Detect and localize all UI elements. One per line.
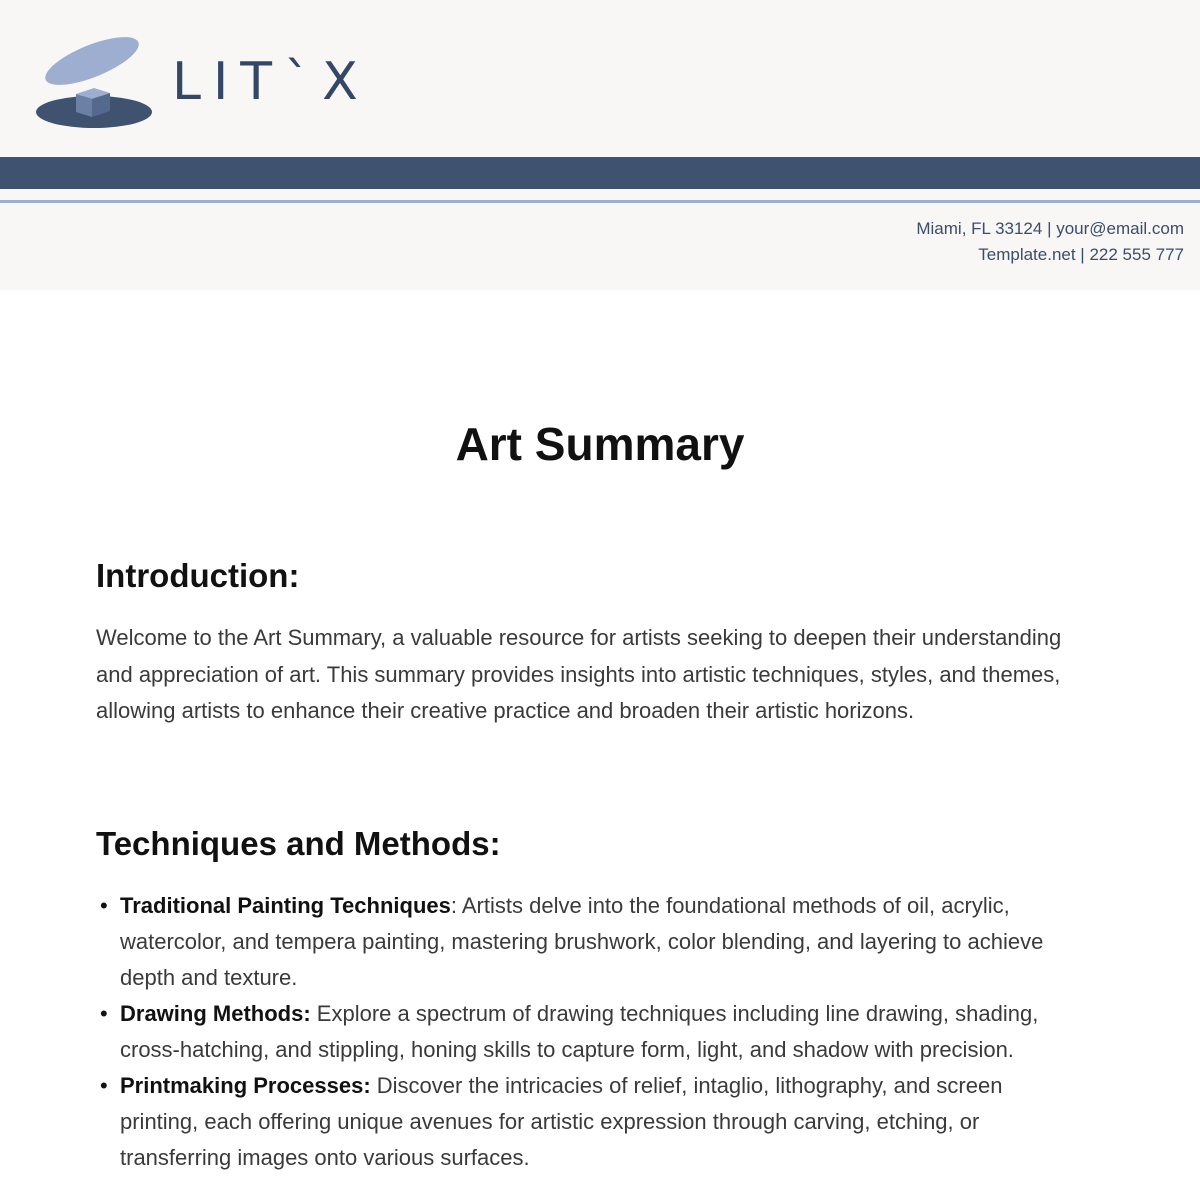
contact-line-address-email: Miami, FL 33124 | your@email.com [916,219,1184,238]
introduction-heading: Introduction: [96,557,300,594]
list-item-text: Explore a spectrum of drawing techniques including line drawing, shading, cross-hatching, and stippling, honing skills to capture form, light, and shadow with precision. [120,1001,1039,1062]
hat-with-cube-logo-icon [36,28,160,132]
company-logo-text: LIT`X [172,52,370,112]
bullet-icon: • [100,893,108,918]
list-item [96,1068,1086,1176]
letterhead-header [0,0,1200,290]
introduction-paragraph: Welcome to the Art Summary, a valuable resource for artists seeking to deepen their understanding and appreciation of art. This summary provides insights into artistic techniques, styles, and themes, allowing artists to enhance their creative practice and broaden their artistic horizons. [96,625,1062,723]
list-item-term: Drawing Methods: [120,1001,311,1026]
bullet-icon: • [100,1073,108,1098]
document-title: Art Summary [455,418,745,470]
contact-info [916,216,1184,268]
header-band [0,157,1200,189]
techniques-heading: Techniques and Methods: [96,825,501,862]
list-item-text: : Artists delve into the foundational methods of oil, acrylic, watercolor, and tempera painting, mastering brushwork, color blending, and layering to achieve depth and texture. [120,893,1044,990]
list-item-term: Traditional Painting Techniques [120,893,451,918]
header-divider-line [0,200,1200,203]
list-item-term: Printmaking Processes: [120,1073,371,1098]
contact-line-website-phone: Template.net | 222 555 777 [978,245,1184,264]
list-item [96,996,1086,1068]
list-item [96,888,1086,996]
bullet-icon: • [100,1001,108,1026]
techniques-list [96,888,1086,1176]
list-item-text: Discover the intricacies of relief, intaglio, lithography, and screen printing, each offering unique avenues for artistic expression through carving, etching, or transferring images onto various surfaces. [120,1073,1003,1170]
